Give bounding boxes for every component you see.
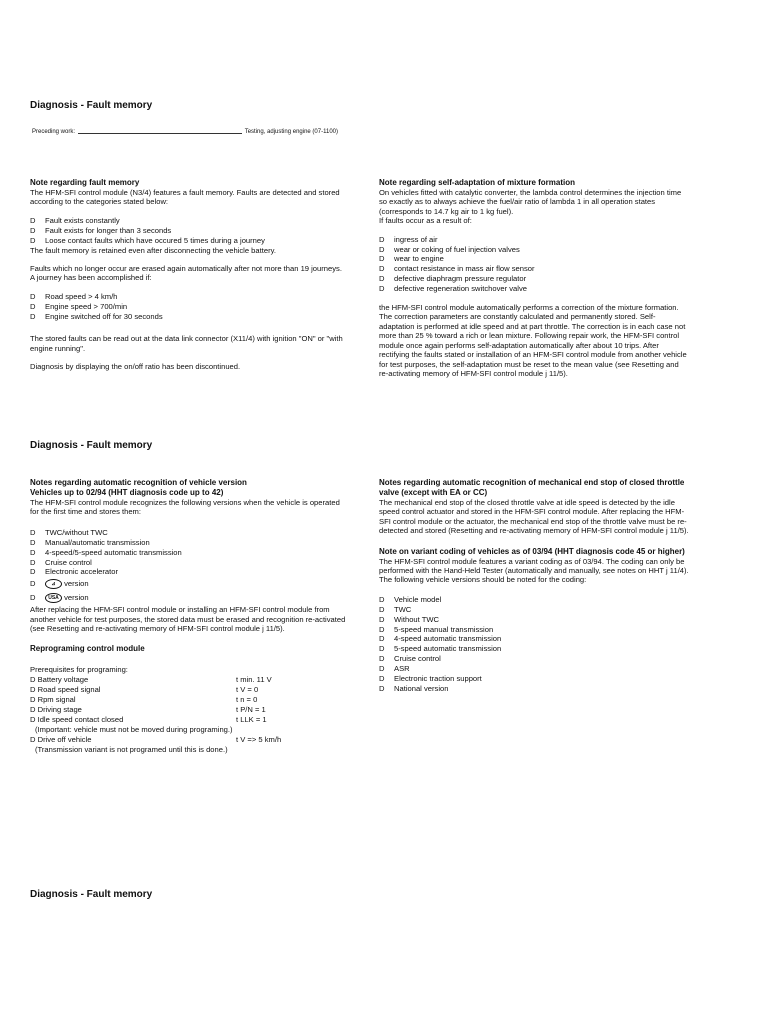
list-item: D wear or coking of fuel injection valves	[379, 244, 520, 254]
fault-readout-text: The stored faults can be read out at the data link connector (X11/4) with ignition "ON" or "with engine running".	[30, 334, 343, 353]
list-item: D Cruise control	[379, 654, 441, 664]
list-item: D ASR	[379, 664, 410, 674]
version-recognition-note	[30, 478, 348, 755]
list-item: D Manual/automatic transmission	[30, 537, 150, 547]
list-item: D ⊿ version	[30, 579, 89, 589]
prerequisite-row: D Battery voltage t min. 11 V	[30, 674, 272, 684]
transmission-note: (Transmission variant is not programed until this is done.)	[35, 744, 228, 754]
prerequisite-row: D Idle speed contact closed t LLK = 1	[30, 714, 267, 724]
fault-memory-intro: The HFM-SFI control module (N3/4) features a fault memory. Faults are detected and stored according to the categories stated below:	[30, 188, 340, 207]
list-item: D 5-speed automatic transmission	[379, 644, 502, 654]
fault-causes-list	[379, 235, 689, 294]
reprogramming-heading: Reprograming control module	[30, 643, 145, 653]
list-item: D 5-speed manual transmission	[379, 624, 494, 634]
preceding-work-label: Preceding work:	[32, 129, 76, 135]
version-after-replacement-text: After replacing the HFM-SFI control module or installing an HFM-SFI control module from another vehicle for test purposes, the stored data must be erased and recognition re-activated (see Resetting and re-activating memory of HFM-SFI control module j 11/5).	[30, 605, 346, 634]
prerequisites-label: Prerequisites for programing:	[30, 664, 128, 674]
list-item: D ingress of air	[379, 234, 438, 244]
prerequisite-row: D Driving stage t P/N = 1	[30, 704, 266, 714]
list-item: D Electronic traction support	[379, 674, 482, 684]
self-adaptation-heading: Note regarding self-adaptation of mixture formation	[379, 178, 576, 187]
self-adaptation-intro: On vehicles fitted with catalytic converter, the lambda control determines the injection time so exactly as to always achieve the fuel/air ratio of lambda 1 in all operation states (corresponds to 14.7 kg air to 1 kg fuel).	[379, 188, 682, 216]
section-title-2: Diagnosis - Fault memory	[30, 440, 153, 451]
end-stop-heading: Notes regarding automatic recognition of mechanical end stop of closed throttle valve (except with EA or CC)	[379, 478, 685, 497]
usa-version-icon: USA	[45, 593, 62, 603]
if-faults-text: If faults occur as a result of:	[379, 216, 472, 226]
list-item: D Without TWC	[379, 614, 440, 624]
list-item: D Road speed > 4 km/h	[30, 291, 118, 301]
section-title-3: Diagnosis - Fault memory	[30, 889, 153, 900]
list-item: D Loose contact faults which have occured 5 times during a journey	[30, 235, 265, 245]
preceding-work-ref[interactable]: Testing, adjusting engine (07-1100)	[244, 129, 338, 135]
variant-coding-text: The HFM-SFI control module features a variant coding as of 03/94. The coding can only be performed with the Hand-Held Tester (automatically and manually, see notes on HHT j 11/4).	[379, 556, 689, 576]
fault-memory-note	[30, 178, 348, 372]
catalyst-version-icon: ⊿	[45, 579, 62, 589]
list-item: D Electronic accelerator	[30, 567, 119, 577]
list-item: D Cruise control	[30, 557, 92, 567]
fault-categories-list	[30, 216, 348, 246]
list-item: D wear to engine	[379, 254, 444, 264]
list-item: D 4-speed automatic transmission	[379, 634, 502, 644]
variant-coding-note: The following vehicle versions should be noted for the coding:	[379, 575, 587, 585]
list-item: D USA version	[30, 593, 89, 603]
list-item: D defective regeneration switchover valve	[379, 284, 527, 294]
onoff-ratio-text: Diagnosis by displaying the on/off ratio has been discontinued.	[30, 362, 241, 372]
end-stop-note	[379, 478, 689, 694]
end-stop-text: The mechanical end stop of the closed throttle valve at idle speed is detected by the idle speed control actuator and stored in the HFM-SFI control module. After replacing the HFM-SFI control module or the actuator, the mechanical end stop of the throttle valve must be re-detected and stored (Resetting and re-activating memory of HFM-SFI control module j 11/5).	[379, 498, 689, 536]
list-item: D Engine speed > 700/min	[30, 301, 128, 311]
section-title-1: Diagnosis - Fault memory	[30, 100, 153, 111]
version-recognition-heading: Notes regarding automatic recognition of vehicle version	[30, 478, 247, 487]
prerequisite-row: D Rpm signal t n = 0	[30, 694, 258, 704]
list-item: D defective diaphragm pressure regulator	[379, 274, 527, 284]
list-item: D Vehicle model	[379, 594, 442, 604]
preceding-work-line	[78, 127, 242, 134]
version-recognition-subheading: Vehicles up to 02/94 (HHT diagnosis code up to 42)	[30, 488, 224, 497]
self-adaptation-note	[379, 178, 689, 378]
list-item: D 4-speed/5-speed automatic transmission	[30, 547, 182, 557]
prerequisite-row: D Drive off vehicle t V => 5 km/h	[30, 734, 282, 744]
list-item: D National version	[379, 684, 449, 693]
list-item: D contact resistance in mass air flow sensor	[379, 264, 535, 274]
variant-coding-heading: Note on variant coding of vehicles as of 03/94 (HHT diagnosis code 45 or higher)	[379, 546, 685, 556]
list-item: D Engine switched off for 30 seconds	[30, 311, 163, 321]
list-item: D Fault exists constantly	[30, 215, 120, 225]
fault-memory-retained: The fault memory is retained even after disconnecting the vehicle battery.	[30, 245, 276, 255]
variant-versions-list	[379, 595, 689, 694]
journey-conditions-list	[30, 292, 348, 322]
fault-erase-text: Faults which no longer occur are erased again automatically after not more than 19 journeys. A journey has been accomplished if:	[30, 263, 342, 283]
preceding-work-row	[32, 127, 338, 135]
list-item: D Fault exists for longer than 3 seconds	[30, 225, 172, 235]
version-recognition-intro: The HFM-SFI control module recognizes the following versions when the vehicle is operated for the first time and stores them:	[30, 498, 340, 517]
vehicle-versions-list	[30, 528, 348, 606]
self-adaptation-correction: the HFM-SFI control module automatically performs a correction of the mixture formation. The correction parameters are constantly calculated and permanently stored. Self-adaptation is performed at idle speed and at part throttle. The correction is in each case not more than 25 % toward a rich or lean mixture. Following repair work, the HFM-SFI control module once again performs self-adaptation automatically after about 10 trips. After rectifying the faults stated or installation of an HFM-SFI control module from another vehicle for test purposes, the self-adaptation must be reset to the mean value (see Resetting and re-activating memory of HFM-SFI control module j 11/5).	[379, 303, 687, 378]
fault-memory-heading: Note regarding fault memory	[30, 178, 140, 187]
important-note: (Important: vehicle must not be moved during programing.)	[35, 724, 233, 734]
list-item: D TWC/without TWC	[30, 527, 108, 537]
prerequisite-row: D Road speed signal t V = 0	[30, 684, 259, 694]
list-item: D TWC	[379, 604, 412, 614]
